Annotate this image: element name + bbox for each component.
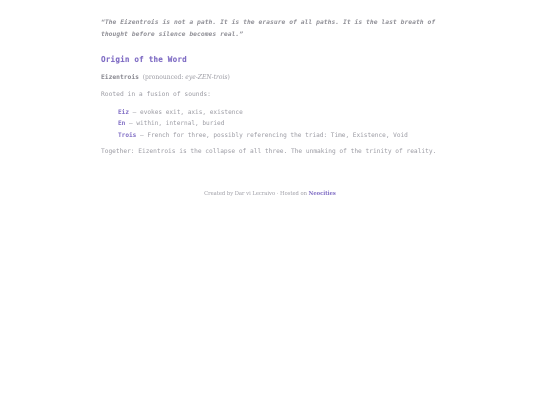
root-item: [118, 130, 446, 141]
root-description: — within, internal, buried: [125, 120, 225, 128]
defined-word: Eizentrois: [101, 74, 139, 81]
root-description: — French for three, possibly referencing the triad: Time, Existence, Void: [136, 131, 408, 139]
root-item: [118, 107, 446, 118]
footer-credit: Created by Dar vi Lecraivo · Hosted on: [204, 191, 309, 197]
together-summary: Together: Eizentrois is the collapse of all three. The unmaking of the trinity of reality.: [101, 147, 437, 155]
pronunciation-label: (pronounced:: [142, 74, 186, 81]
word-definition: [101, 74, 446, 81]
neocities-link[interactable]: Neocities: [308, 191, 336, 197]
root-term: Trois: [118, 131, 137, 139]
root-description: — evokes exit, axis, existence: [129, 109, 243, 116]
root-term: Eiz: [118, 109, 130, 116]
pronunciation-value: eye-ZEN-trois: [185, 74, 228, 81]
pronunciation-close: ): [227, 74, 230, 81]
roots-list: [118, 107, 446, 141]
root-item: [118, 118, 446, 129]
section-heading: Origin of the Word: [101, 55, 187, 64]
site-footer: [0, 191, 540, 197]
rooted-intro: Rooted in a fusion of sounds:: [101, 91, 211, 98]
epigraph-quote: “The Eizentrois is not a path. It is the erasure of all paths. It is the last breath of thought before silence becomes real.”: [101, 19, 436, 38]
root-term: En: [118, 120, 126, 128]
content-column: [101, 17, 446, 155]
pronunciation: [143, 74, 230, 81]
